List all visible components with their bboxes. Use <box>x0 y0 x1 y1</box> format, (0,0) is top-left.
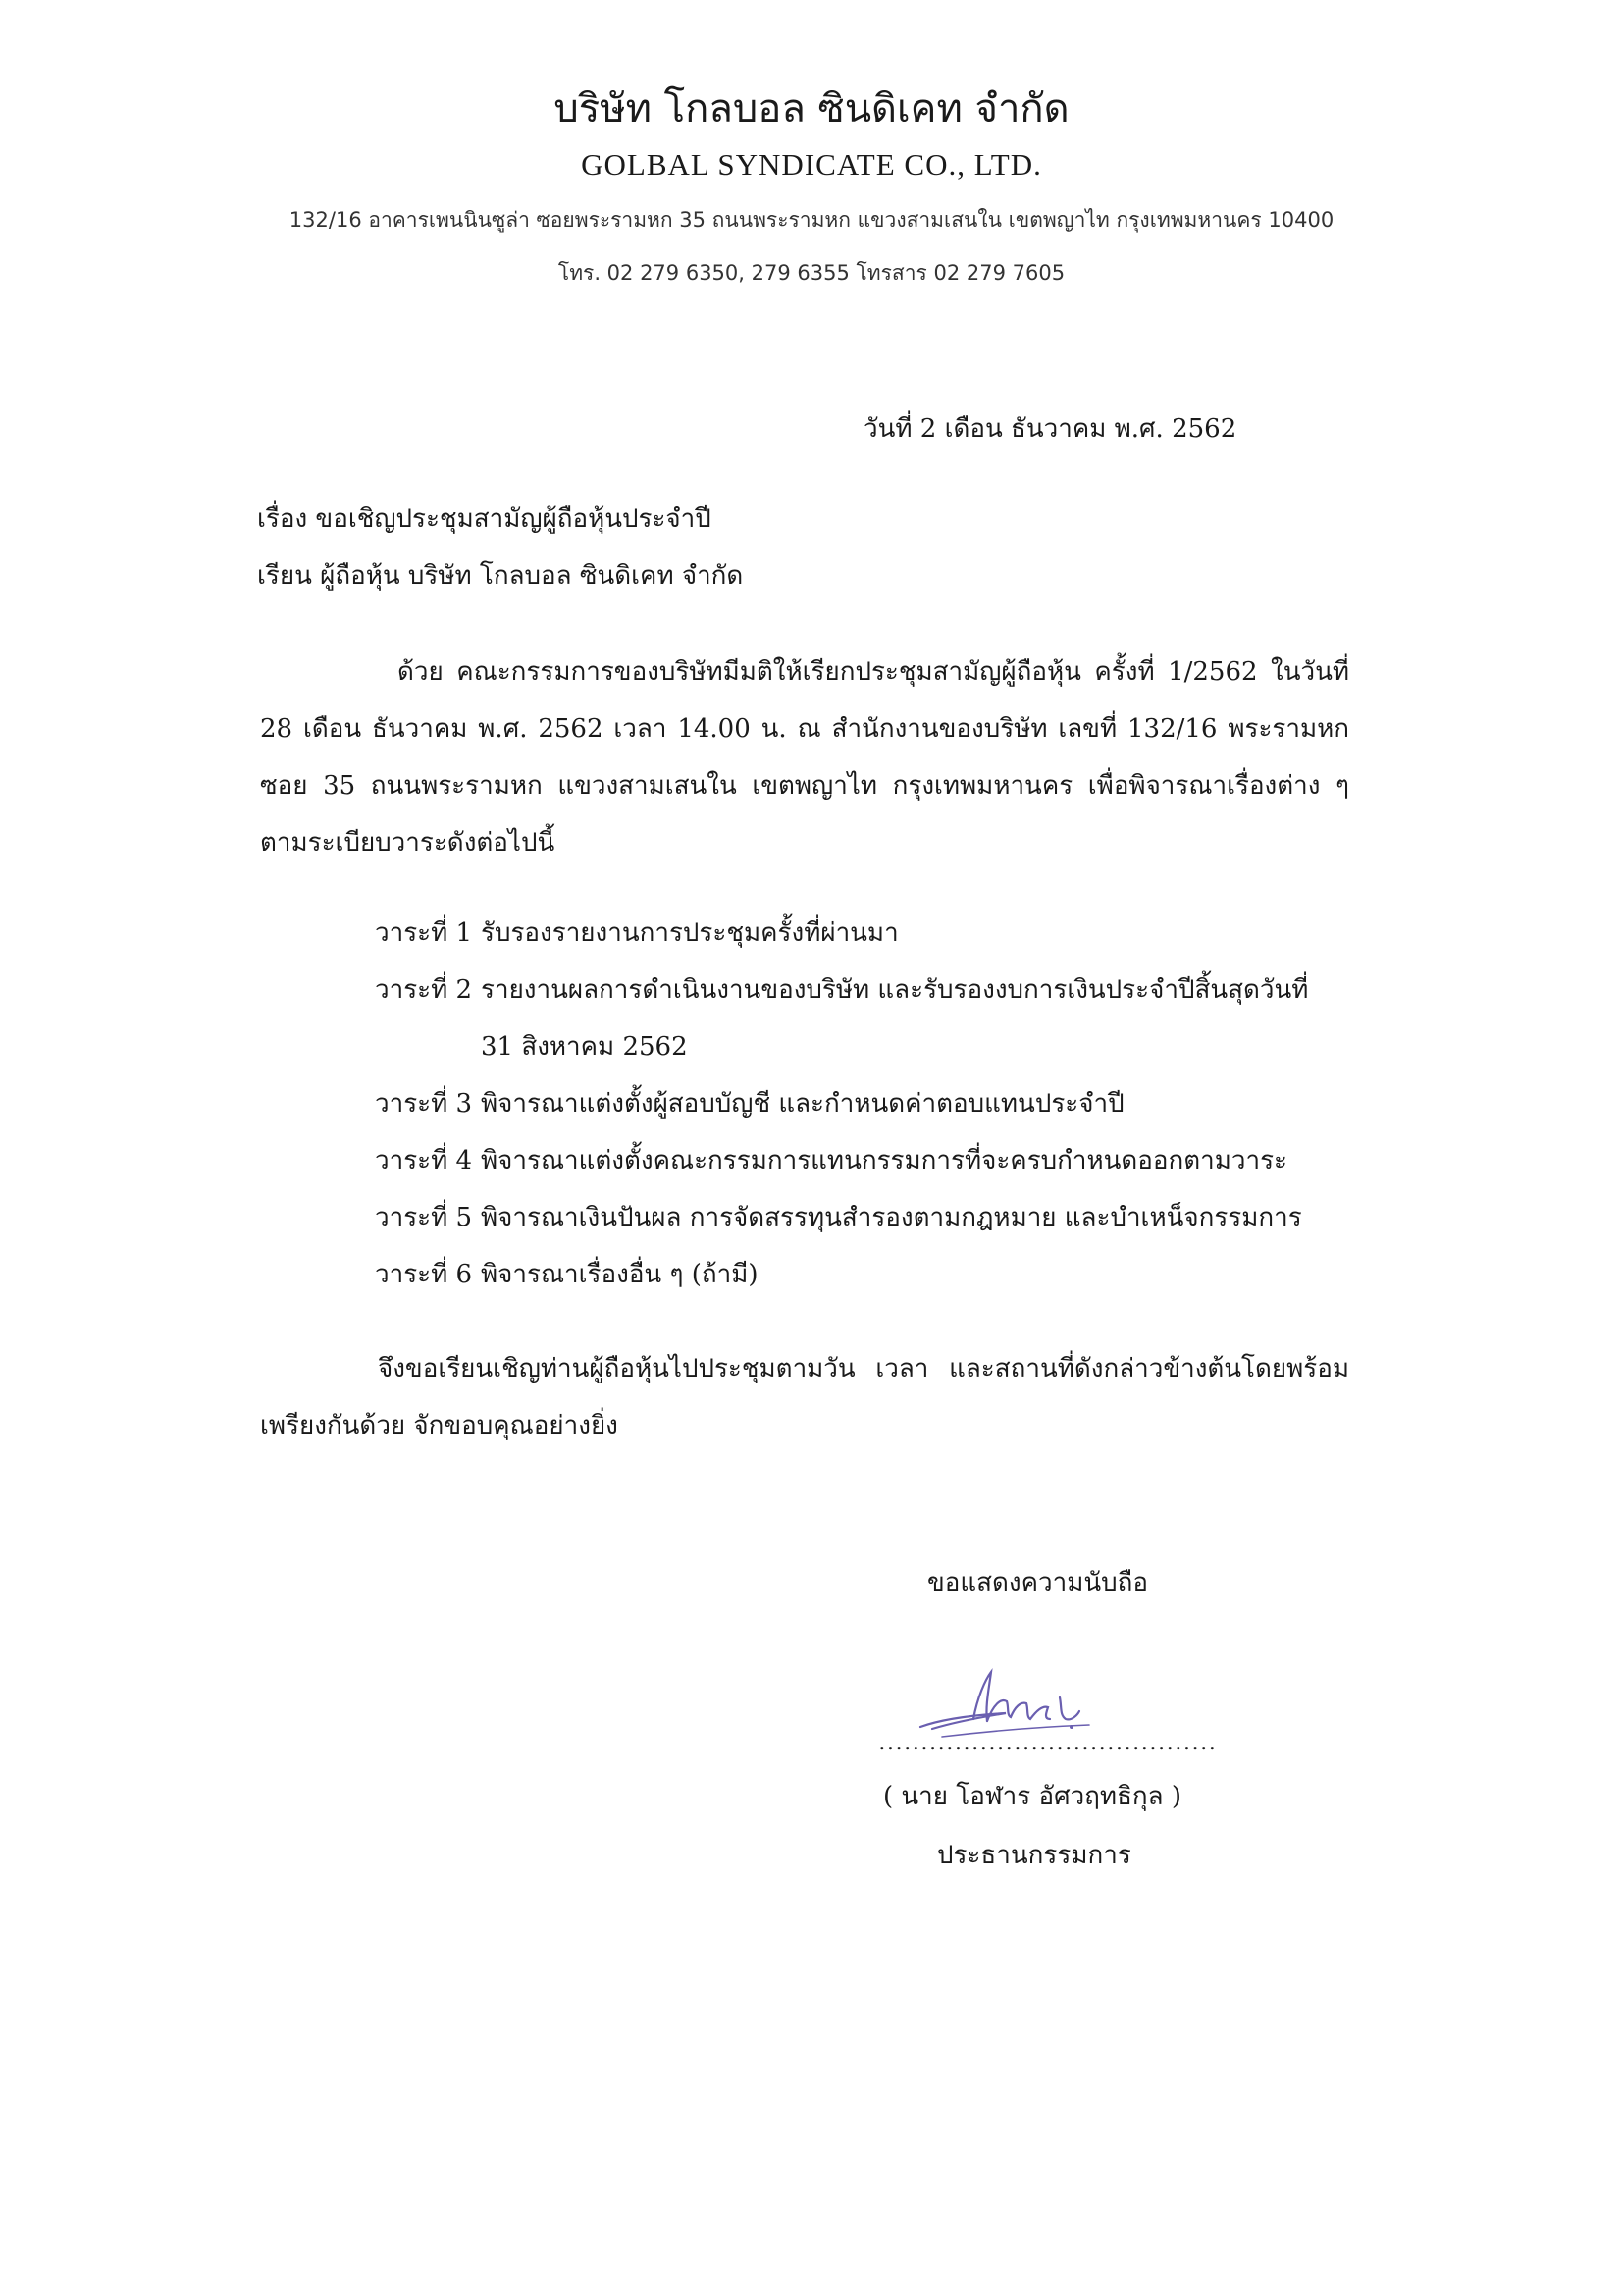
agenda-item <box>375 1075 1308 1132</box>
agenda-item <box>375 1189 1308 1246</box>
agenda-text: พิจารณาแต่งตั้งคณะกรรมการแทนกรรมการที่จะครบกำหนดออกตามวาระ <box>481 1146 1288 1175</box>
letter-subject: เรื่อง ขอเชิญประชุมสามัญผู้ถือหุ้นประจำปี <box>257 504 711 534</box>
agenda-text: พิจารณาเงินปันผล การจัดสรรทุนสำรองตามกฎหมาย และบำเหน็จกรรมการ <box>481 1203 1302 1232</box>
agenda-number: วาระที่ 6 <box>375 1260 473 1289</box>
closing-paragraph <box>260 1340 1349 1454</box>
agenda-item <box>375 905 1308 962</box>
company-phone: โทร. 02 279 6350, 279 6355 โทรสาร 02 279 7605 <box>557 261 1066 285</box>
invitation-paragraph <box>260 644 1349 871</box>
company-name-thai: บริษัท โกลบอล ซินดิเคท จำกัด <box>553 86 1070 131</box>
agenda-list <box>375 905 1308 1303</box>
letter-recipient: เรียน ผู้ถือหุ้น บริษัท โกลบอล ซินดิเคท จำกัด <box>257 561 744 591</box>
agenda-number: วาระที่ 5 <box>375 1203 473 1232</box>
closing-salutation: ขอแสดงความนับถือ <box>927 1568 1148 1597</box>
agenda-number: วาระที่ 4 <box>375 1146 473 1175</box>
agenda-item <box>375 962 1308 1018</box>
paragraph-line: 28 เดือน ธันวาคม พ.ศ. 2562 เวลา 14.00 น. ณ สำนักงานของบริษัท เลขที่ 132/16 พระรามหก <box>260 714 1349 744</box>
paragraph-line: เพรียงกันด้วย จักขอบคุณอย่างยิ่ง <box>260 1411 618 1440</box>
agenda-number: วาระที่ 2 <box>375 975 473 1005</box>
paragraph-line: จึงขอเรียนเชิญท่านผู้ถือหุ้นไปประชุมตามวัน เวลา และสถานที่ดังกล่าวข้างต้นโดยพร้อม <box>378 1354 1349 1383</box>
company-name-english: GOLBAL SYNDICATE CO., LTD. <box>581 147 1042 182</box>
agenda-item-continuation: 31 สิงหาคม 2562 <box>481 1032 688 1062</box>
agenda-number: วาระที่ 1 <box>375 918 473 948</box>
paragraph-line: ตามระเบียบวาระดังต่อไปนี้ <box>260 828 555 858</box>
agenda-item <box>375 1246 1308 1303</box>
paragraph-line: ซอย 35 ถนนพระรามหก แขวงสามเสนใน เขตพญาไท กรุงเทพมหานคร เพื่อพิจารณาเรื่องต่าง ๆ <box>260 771 1349 801</box>
signer-name: ( นาย โอฬาร อัศวฤทธิกุล ) <box>883 1782 1182 1811</box>
agenda-text: พิจารณาเรื่องอื่น ๆ (ถ้ามี) <box>481 1260 759 1289</box>
company-address: 132/16 อาคารเพนนินซูล่า ซอยพระรามหก 35 ถนนพระรามหก แขวงสามเสนใน เขตพญาไท กรุงเทพมหานคร 10400 <box>288 208 1335 232</box>
agenda-item <box>375 1132 1308 1189</box>
signature-line: ........................................ <box>878 1728 1218 1755</box>
agenda-text: พิจารณาแต่งตั้งผู้สอบบัญชี และกำหนดค่าตอบแทนประจำปี <box>481 1089 1125 1119</box>
agenda-text: รับรองรายงานการประชุมครั้งที่ผ่านมา <box>481 918 899 948</box>
agenda-text: รายงานผลการดำเนินงานของบริษัท และรับรองงบการเงินประจำปีสิ้นสุดวันที่ <box>481 975 1309 1005</box>
signer-title: ประธานกรรมการ <box>937 1841 1131 1870</box>
paragraph-line: ด้วย คณะกรรมการของบริษัทมีมติให้เรียกประชุมสามัญผู้ถือหุ้น ครั้งที่ 1/2562 ในวันที่ <box>397 657 1349 687</box>
letter-date: วันที่ 2 เดือน ธันวาคม พ.ศ. 2562 <box>864 414 1237 444</box>
agenda-number: วาระที่ 3 <box>375 1089 473 1119</box>
